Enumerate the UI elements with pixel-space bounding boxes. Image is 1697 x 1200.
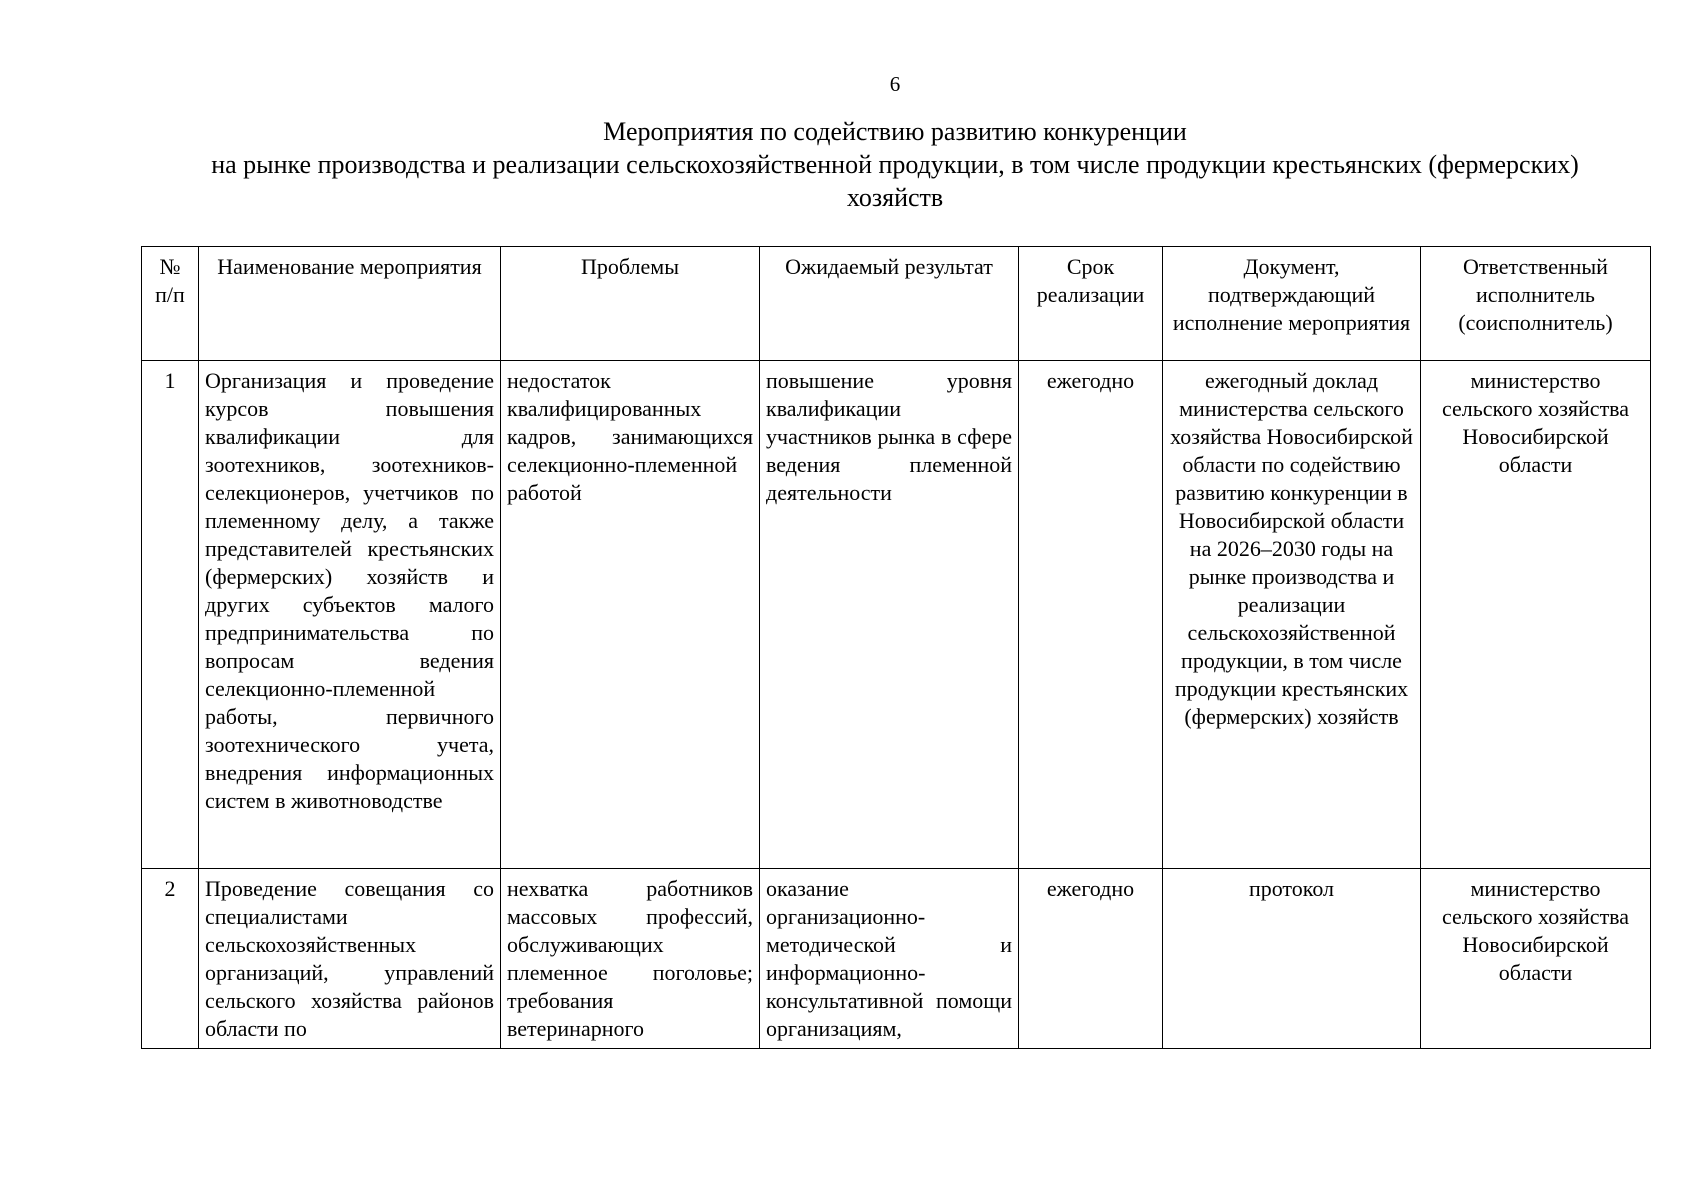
cell-num: 2 [142,869,199,1049]
cell-result: оказание организационно-методической и информационно-консультативной помощи организациям, [760,869,1019,1049]
cell-term: ежегодно [1019,869,1163,1049]
measures-table [141,246,1651,1049]
document-title [145,115,1645,214]
cell-name: Проведение совещания со специалистами сельскохозяйственных организаций, управлений сельского хозяйства районов области по [199,869,501,1049]
cell-document: ежегодный доклад министерства сельского хозяйства Новосибирской области по содействию развитию конкуренции в Новосибирской области на 2026–2030 годы на рынке производства и реализации сельскохозяйственной продукции, в том числе продукции крестьянских (фермерских) хозяйств [1163,361,1421,869]
table-header-row [142,247,1651,361]
header-result: Ожидаемый результат [760,247,1019,361]
cell-term: ежегодно [1019,361,1163,869]
cell-responsible: министерство сельского хозяйства Новосибирской области [1421,869,1651,1049]
table-row [142,869,1651,1049]
header-num: № п/п [142,247,199,361]
cell-result: повышение уровня квалификации участников рынка в сфере ведения племенной деятельности [760,361,1019,869]
cell-num: 1 [142,361,199,869]
header-term: Срок реализации [1019,247,1163,361]
cell-document: протокол [1163,869,1421,1049]
cell-responsible: министерство сельского хозяйства Новосибирской области [1421,361,1651,869]
header-problems: Проблемы [501,247,760,361]
title-line-3: хозяйств [846,183,944,212]
cell-name: Организация и проведение курсов повышения квалификации для зоотехников, зоотехников-селекционеров, учетчиков по племенному делу, а также представителей крестьянских (фермерских) хозяйств и других субъектов малого предпринимательства по вопросам ведения селекционно-племенной работы, первичного зоотехнического учета, внедрения информационных систем в животноводстве [199,361,501,869]
table-row [142,361,1651,869]
cell-problems: недостаток квалифицированных кадров, занимающихся селекционно-племенной работой [501,361,760,869]
title-line-1: Мероприятия по содействию развитию конкуренции [603,117,1187,146]
header-name: Наименование мероприятия [199,247,501,361]
header-document: Документ, подтверждающий исполнение мероприятия [1163,247,1421,361]
cell-problems: нехватка работников массовых профессий, обслуживающих племенное поголовье; требования ветеринарного [501,869,760,1049]
page-number: 6 [889,72,901,96]
header-responsible: Ответственный исполнитель (соисполнитель) [1421,247,1651,361]
title-line-2: на рынке производства и реализации сельскохозяйственной продукции, в том числе продукции крестьянских (фермерских) [211,150,1579,179]
